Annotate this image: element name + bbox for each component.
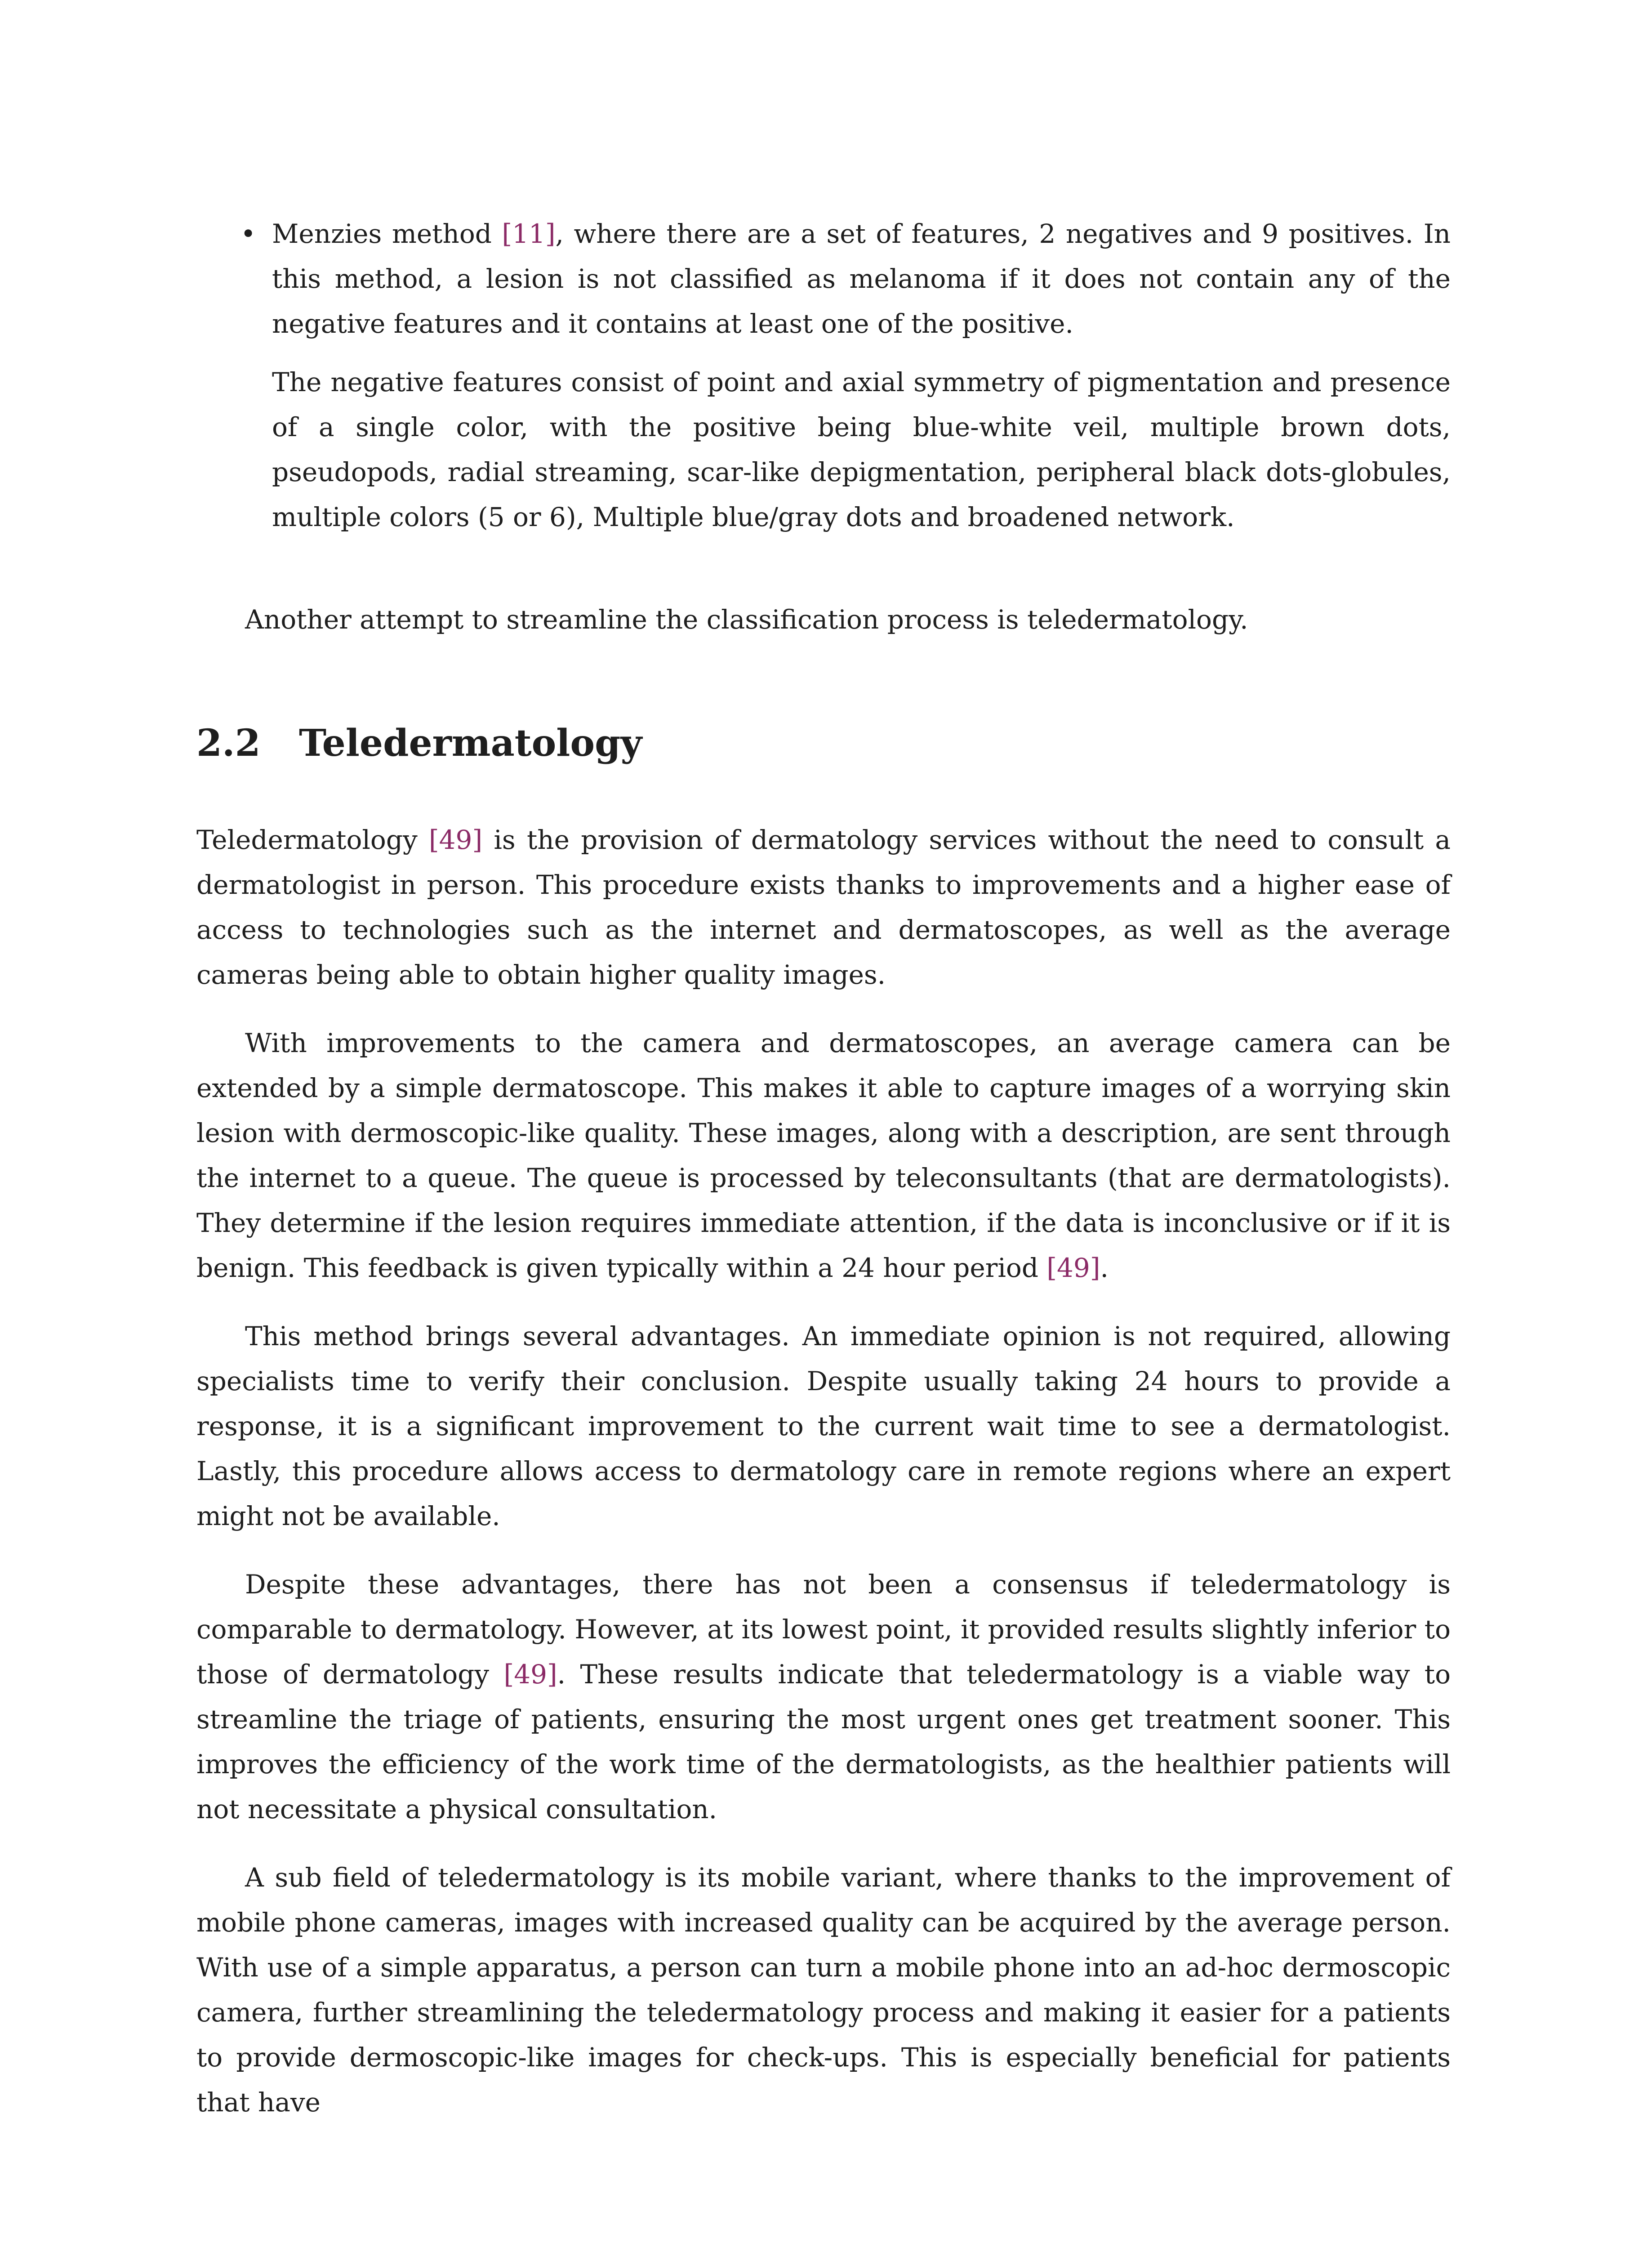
transition-paragraph: Another attempt to streamline the classification process is teledermatology.	[245, 604, 1248, 635]
paragraph-2-text-b: .	[1100, 1253, 1109, 1283]
paragraph-1-text-b: is the provision of dermatology services without the need to consult a dermatologist in person. This procedure exists thanks to improvements and a higher ease of access to technologies such as the internet and dermatoscopes, as well as the average cameras being able to obtain higher quality images.	[196, 825, 1451, 990]
bullet-text-1b: , where there are a set of features, 2 negatives and 9 positives. In this method, a lesion is not classified as melanoma if it does not contain any of the negative features and it contains at least one of the positive.	[272, 219, 1451, 339]
bullet-text-1a: Menzies method	[272, 219, 502, 249]
section-title: Teledermatology	[299, 722, 642, 765]
bullet-paragraph-2: The negative features consist of point and axial symmetry of pigmentation and presence of a single color, with the positive being blue-white veil, multiple brown dots, pseudopods, radial streaming, scar-like depigmentation, peripheral black dots-globules, multiple colors (5 or 6), Multiple blue/gray dots and broadened network.	[272, 367, 1451, 532]
paragraph-1	[196, 817, 1451, 997]
paragraph-4-text-a: Despite these advantages, there has not been a consensus if teledermatology is comparable to dermatology. However, at its lowest point, it provided results slightly inferior to those of dermatology	[196, 1569, 1451, 1690]
bullet-paragraph-1	[272, 211, 1451, 346]
paragraph-3: This method brings several advantages. An immediate opinion is not required, allowing specialists time to verify their conclusion. Despite usually taking 24 hours to provide a response, it is a significant improvement to the current wait time to see a dermatologist. Lastly, this procedure allows access to dermatology care in remote regions where an expert might not be available.	[196, 1321, 1451, 1531]
text-column	[196, 211, 1451, 2125]
citation-link-49[interactable]: [49]	[1046, 1253, 1100, 1283]
citation-link-49[interactable]: [49]	[429, 825, 483, 855]
paragraph-4-text-b: . These results indicate that teledermatology is a viable way to streamline the triage of patients, ensuring the most urgent ones get treatment sooner. This improves the efficiency of the work time of the dermatologists, as the healthier patients will not necessitate a physical consultation.	[196, 1659, 1451, 1824]
paragraph-5: A sub field of teledermatology is its mobile variant, where thanks to the improvement of mobile phone cameras, images with increased quality can be acquired by the average person. With use of a simple apparatus, a person can turn a mobile phone into an ad-hoc dermoscopic camera, further streamlining the teledermatology process and making it easier for a patients to provide dermoscopic-like images for check-ups. This is especially beneficial for patients that have	[196, 1862, 1451, 2118]
paragraph-2-text-a: With improvements to the camera and dermatoscopes, an average camera can be extended by a simple dermatoscope. This makes it able to capture images of a worrying skin lesion with dermoscopic-like quality. These images, along with a description, are sent through the internet to a queue. The queue is processed by teleconsultants (that are dermatologists). They determine if the lesion requires immediate attention, if the data is inconclusive or if it is benign. This feedback is given typically within a 24 hour period	[196, 1028, 1451, 1283]
section-number: 2.2	[196, 722, 261, 765]
citation-link-11[interactable]: [11]	[502, 219, 556, 249]
paragraph-1-text-a: Teledermatology	[196, 825, 429, 855]
citation-link-49[interactable]: [49]	[503, 1659, 557, 1690]
section-heading	[196, 718, 1451, 768]
paragraph-2	[196, 1021, 1451, 1290]
bullet-list-item	[240, 211, 1451, 540]
bullet-icon: •	[240, 219, 256, 249]
paragraph-4	[196, 1562, 1451, 1832]
